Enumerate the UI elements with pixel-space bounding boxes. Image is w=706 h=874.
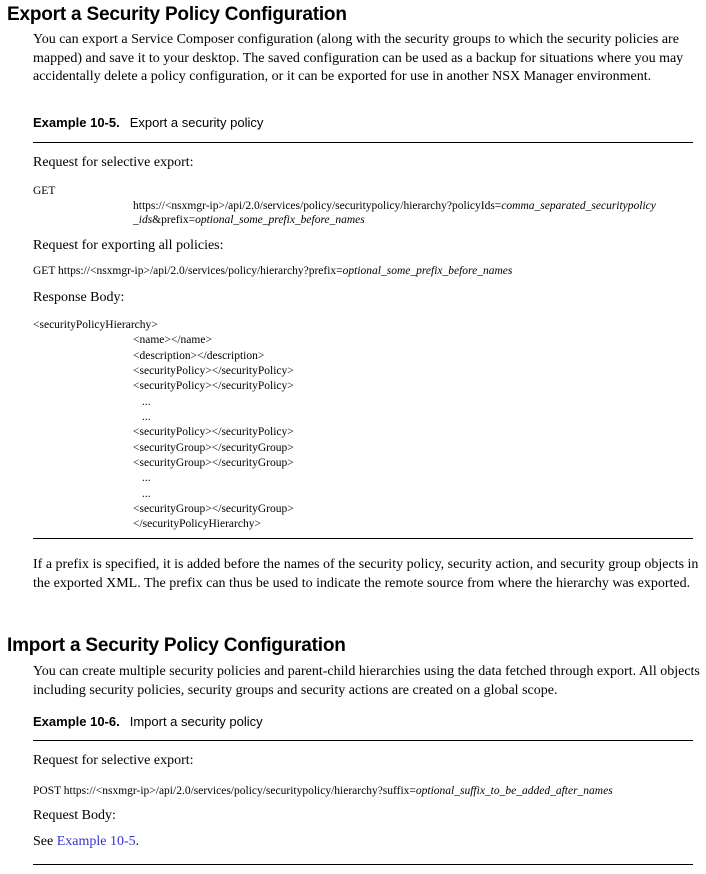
example-10-5-link[interactable]: Example 10-5 <box>56 834 136 849</box>
response-body-label: Response Body: <box>33 290 125 305</box>
example-10-6-title: Import a security policy <box>129 714 263 729</box>
xml-line: ... <box>142 395 151 408</box>
request-selective-export-label: Request for selective export: <box>33 753 194 768</box>
see-reference-line <box>33 834 139 850</box>
xml-line: <securityGroup></securityGroup> <box>133 457 294 470</box>
example-10-6-label: Example 10-6. <box>33 714 120 729</box>
prefix-note-paragraph: If a prefix is specified, it is added before the names of the security policy, security action, and security group objects in the exported XML. The prefix can thus be used to indicate the remote source from where the hierarchy was exported. <box>33 557 699 591</box>
get-method: GET <box>33 185 56 197</box>
request-all-line <box>33 264 512 278</box>
xml-line: <securityGroup></securityGroup> <box>133 441 294 454</box>
divider <box>33 142 693 143</box>
export-section-heading: Export a Security Policy Configuration <box>7 4 347 25</box>
request-url-line-1 <box>133 199 656 213</box>
url-variable: optional_some_prefix_before_names <box>195 214 365 226</box>
xml-line: <description></description> <box>133 349 265 362</box>
url-variable: _ids <box>133 214 153 226</box>
post-request-line <box>33 784 613 798</box>
url-variable: optional_some_prefix_before_names <box>342 265 513 277</box>
import-intro-paragraph: You can create multiple security policies and parent-child hierarchies using the data fetched through export. All objects including security policies, security groups and security actions are created on a global scope. <box>33 664 700 698</box>
xml-line: <securityPolicyHierarchy> <box>33 319 158 331</box>
url-variable: optional_suffix_to_be_added_after_names <box>415 785 613 797</box>
xml-line: <securityPolicy></securityPolicy> <box>133 365 294 378</box>
export-intro-paragraph: You can export a Service Composer configuration (along with the security groups to which the security policies are mapped) and save it to your desktop. The saved configuration can be used as a backup for situations where you may accidentally delete a policy configuration, or it can be exported for use in another NSX Manager environment. <box>33 32 684 85</box>
page-bottom-rule <box>33 864 693 865</box>
response-xml-block <box>33 318 294 533</box>
request-selective-export-label: Request for selective export: <box>33 155 194 170</box>
url-variable: comma_separated_securitypolicy <box>501 200 656 212</box>
url-text: https://<nsxmgr-ip>/api/2.0/services/policy/securitypolicy/hierarchy?policyIds= <box>133 200 502 212</box>
request-body-label: Request Body: <box>33 808 116 823</box>
xml-line: ... <box>142 411 151 424</box>
see-period: . <box>135 834 140 849</box>
xml-line: <securityPolicy></securityPolicy> <box>133 380 294 393</box>
example-10-5-title: Export a security policy <box>129 115 264 130</box>
url-text: GET https://<nsxmgr-ip>/api/2.0/services/policy/hierarchy?prefix= <box>33 265 343 277</box>
xml-line: <securityGroup></securityGroup> <box>133 503 294 516</box>
request-url-line-2 <box>133 213 365 227</box>
xml-line: ... <box>142 472 151 485</box>
xml-line: </securityPolicyHierarchy> <box>133 518 261 531</box>
url-text: &prefix= <box>152 214 196 226</box>
divider <box>33 538 693 539</box>
import-section-heading: Import a Security Policy Configuration <box>7 635 346 656</box>
example-10-5-label: Example 10-5. <box>33 115 120 130</box>
xml-line: <name></name> <box>133 334 212 347</box>
xml-line: ... <box>142 487 151 500</box>
url-text: POST https://<nsxmgr-ip>/api/2.0/services/policy/securitypolicy/hierarchy?suffix= <box>33 785 416 797</box>
example-10-5-caption <box>33 115 263 130</box>
see-text: See <box>33 834 57 849</box>
xml-line: <securityPolicy></securityPolicy> <box>133 426 294 439</box>
request-all-policies-label: Request for exporting all policies: <box>33 238 224 253</box>
example-10-6-caption <box>33 714 263 729</box>
divider <box>33 740 693 741</box>
